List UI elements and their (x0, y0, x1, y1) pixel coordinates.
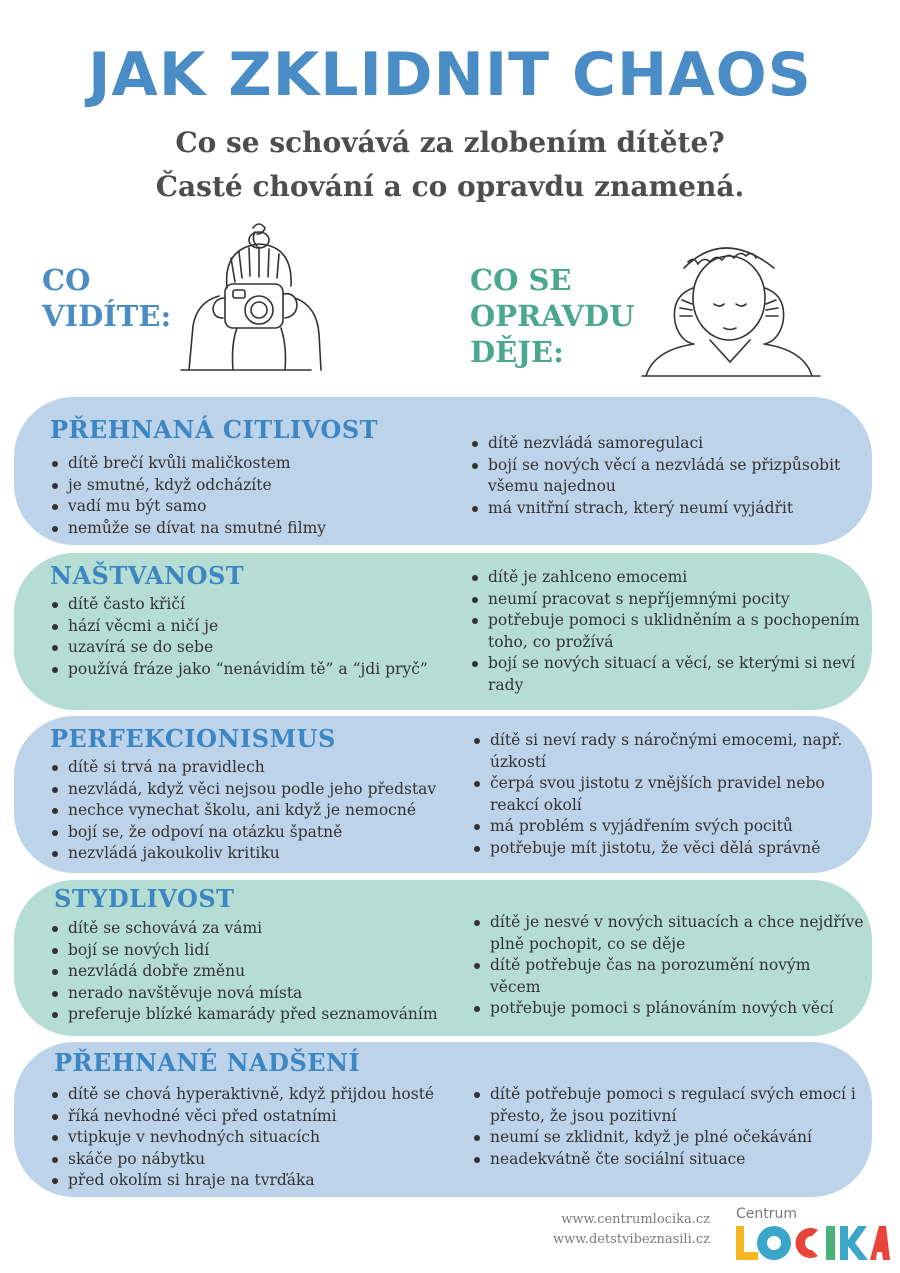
list-item: dítě je zahlceno emocemi (470, 567, 862, 589)
list-item: bojí se, že odpoví na otázku špatně (50, 822, 470, 844)
list-item: dítě nezvládá samoregulaci (470, 433, 862, 455)
list-item: neadekvátně čte sociální situace (472, 1149, 864, 1171)
observed-behaviors-list (50, 1084, 475, 1192)
list-item: bojí se nových lidí (50, 940, 475, 962)
section-title: STYDLIVOST (54, 884, 235, 913)
list-item: dítě potřebuje pomoci s regulací svých emocí i přesto, že jsou pozitivní (472, 1084, 864, 1127)
list-item: neumí pracovat s nepříjemnými pocity (470, 589, 862, 611)
right-header-line: CO SE (470, 263, 572, 297)
section-title: PŘEHNANÁ CITLIVOST (50, 415, 379, 444)
list-item: dítě často křičí (50, 594, 460, 616)
section-title: NAŠTVANOST (50, 561, 245, 590)
list-item: vadí mu být samo (50, 496, 450, 518)
list-item: vtipkuje v nevhodných situacích (50, 1127, 475, 1149)
list-item: nerado navštěvuje nová místa (50, 983, 475, 1005)
list-item: dítě se chová hyperaktivně, když přijdou hosté (50, 1084, 475, 1106)
list-item: před okolím si hraje na tvrďáka (50, 1170, 475, 1192)
list-item: dítě potřebuje čas na porozumění novým věcem (472, 955, 864, 998)
list-item: nemůže se dívat na smutné filmy (50, 518, 450, 540)
list-item: neumí se zklidnit, když je plné očekávání (472, 1127, 864, 1149)
list-item: bojí se nových situací a věcí, se kterými si neví rady (470, 653, 862, 696)
meaning-list (470, 433, 862, 519)
list-item: dítě se schovává za vámi (50, 918, 475, 940)
child-camera-illustration (175, 218, 325, 378)
section-card (14, 397, 872, 545)
right-column-header (470, 262, 635, 370)
list-item: dítě brečí kvůli maličkostem (50, 453, 450, 475)
meaning-list (472, 730, 852, 859)
left-column-header (42, 262, 171, 334)
list-item: preferuje blízké kamarády před seznamováním (50, 1004, 475, 1026)
section-card (14, 1042, 872, 1197)
locika-logo (734, 1224, 890, 1262)
list-item: potřebuje pomoci s uklidněním a s pochopením toho, co prožívá (470, 610, 862, 653)
list-item: hází věcmi a ničí je (50, 616, 460, 638)
footer-link-centrumlocika[interactable]: www.centrumlocika.cz (561, 1212, 710, 1227)
list-item: má vnitřní strach, který neumí vyjádřit (470, 498, 862, 520)
section-title: PERFEKCIONISMUS (50, 724, 336, 753)
list-item: nezvládá, když věci nejsou podle jeho představ (50, 779, 470, 801)
left-header-line: VIDÍTE: (42, 299, 172, 333)
right-header-line: DĚJE: (470, 335, 564, 369)
page-title: JAK ZKLIDNIT CHAOS (88, 40, 812, 110)
list-item: potřebuje pomoci s plánováním nových věcí (472, 998, 864, 1020)
observed-behaviors-list (50, 757, 470, 865)
list-item: dítě si trvá na pravidlech (50, 757, 470, 779)
list-item: skáče po nábytku (50, 1149, 475, 1171)
subtitle-line-2: Časté chování a co opravdu znamená. (155, 170, 745, 203)
list-item: bojí se nových věcí a nezvládá se přizpůsobit všemu najednou (470, 455, 862, 498)
list-item: používá fráze jako “nenávidím tě” a “jdi pryč” (50, 659, 460, 681)
meaning-list (472, 1084, 864, 1170)
list-item: nechce vynechat školu, ani když je nemocné (50, 800, 470, 822)
list-item: dítě si neví rady s náročnými emocemi, např. úzkostí (472, 730, 852, 773)
left-header-line: CO (42, 263, 91, 297)
list-item: čerpá svou jistotu z vnějších pravidel nebo reakcí okolí (472, 773, 852, 816)
footer-link-detstvibeznasili[interactable]: www.detstvibeznasili.cz (552, 1232, 710, 1247)
observed-behaviors-list (50, 918, 475, 1026)
list-item: uzavírá se do sebe (50, 637, 460, 659)
subtitle-line-1: Co se schovává za zlobením dítěte? (175, 126, 725, 159)
list-item: říká nevhodné věci před ostatními (50, 1106, 475, 1128)
right-header-line: OPRAVDU (470, 299, 635, 333)
list-item: nezvládá dobře změnu (50, 961, 475, 983)
meaning-list (470, 567, 862, 696)
section-card (14, 553, 872, 710)
section-card (14, 716, 872, 873)
list-item: je smutné, když odcházíte (50, 475, 450, 497)
list-item: dítě je nesvé v nových situacích a chce nejdříve plně pochopit, co se děje (472, 912, 864, 955)
list-item: nezvládá jakoukoliv kritiku (50, 843, 470, 865)
list-item: potřebuje mít jistotu, že věci dělá správně (472, 838, 852, 860)
meaning-list (472, 912, 864, 1020)
observed-behaviors-list (50, 594, 460, 680)
list-item: má problém s vyjádřením svých pocitů (472, 816, 852, 838)
section-card (14, 880, 872, 1036)
brand-label: Centrum (736, 1206, 798, 1222)
child-covering-ears-illustration (638, 228, 823, 380)
section-title: PŘEHNANÉ NADŠENÍ (54, 1048, 361, 1077)
observed-behaviors-list (50, 453, 450, 539)
